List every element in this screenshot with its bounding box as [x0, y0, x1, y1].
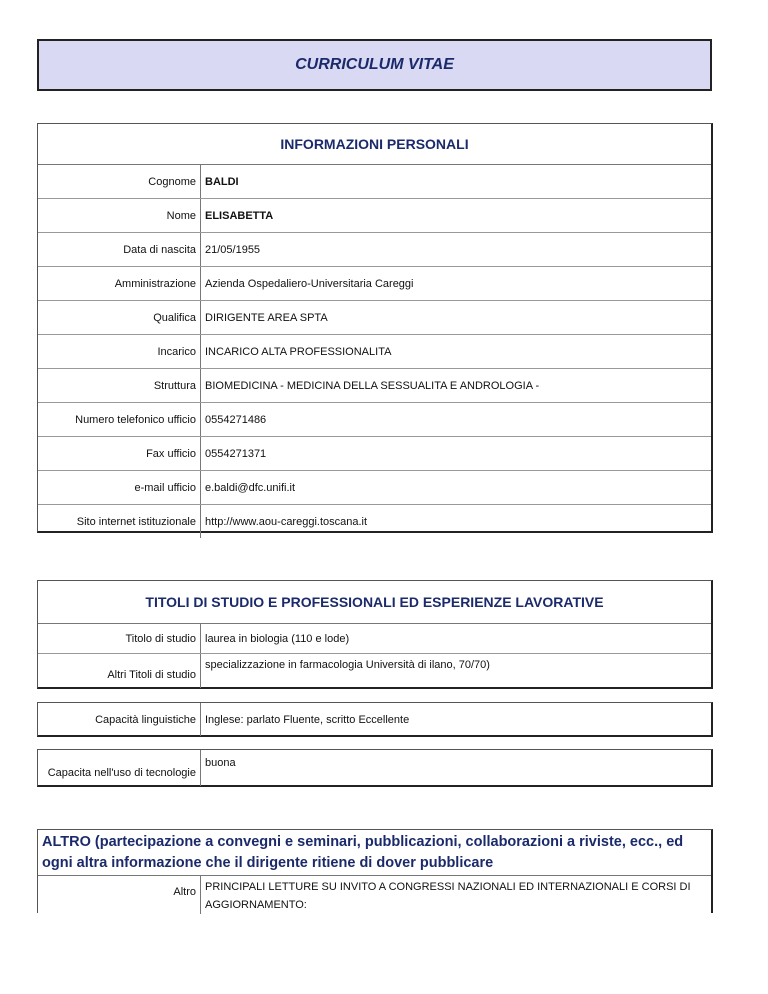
personal-info-value: e.baldi@dfc.unifi.it [205, 481, 296, 494]
personal-info-row [38, 403, 711, 437]
personal-info-section [37, 123, 713, 533]
personal-info-value: Azienda Ospedaliero-Universitaria Careggi [205, 277, 414, 290]
cv-title-box [37, 39, 712, 91]
personal-info-row [38, 233, 711, 267]
personal-info-row [38, 505, 711, 538]
titolo-studio-value: laurea in biologia (110 e lode) [205, 632, 350, 645]
altro-value: PRINCIPALI LETTURE SU INVITO A CONGRESSI NAZIONALI ED INTERNAZIONALI E CORSI DI AGGIORNAMENTO: [205, 881, 691, 911]
personal-info-value: 0554271371 [205, 447, 267, 460]
personal-info-label: Data di nascita [38, 233, 201, 266]
personal-info-heading: INFORMAZIONI PERSONALI [38, 124, 711, 165]
tecnologie-section [37, 749, 713, 787]
tecnologie-value: buona [205, 757, 236, 769]
altro-heading: ALTRO (partecipazione a convegni e seminari, pubblicazioni, collaborazioni a riviste, ecc., ed ogni altra informazione che il dirigente ritiene di dover pubblicare [38, 830, 711, 876]
personal-info-value: 0554271486 [205, 413, 267, 426]
personal-info-label: Struttura [38, 369, 201, 402]
personal-info-value: http://www.aou-careggi.toscana.it [205, 515, 368, 528]
titoli-heading: TITOLI DI STUDIO E PROFESSIONALI ED ESPERIENZE LAVORATIVE [38, 581, 711, 624]
personal-info-label: Sito internet istituzionale [38, 505, 201, 538]
altro-section [37, 829, 713, 913]
personal-info-label: Fax ufficio [38, 437, 201, 470]
personal-info-row [38, 267, 711, 301]
tecnologie-row [38, 750, 711, 786]
cv-title: CURRICULUM VITAE [295, 56, 454, 73]
personal-info-row [38, 335, 711, 369]
altro-row [38, 876, 711, 914]
personal-info-label: Qualifica [38, 301, 201, 334]
personal-info-row [38, 165, 711, 199]
personal-info-row [38, 369, 711, 403]
personal-info-label: Incarico [38, 335, 201, 368]
personal-info-row [38, 199, 711, 233]
altri-titoli-value: specializzazione in farmacologia Università di ilano, 70/70) [205, 659, 490, 671]
personal-info-label: Cognome [38, 165, 201, 198]
titolo-studio-label: Titolo di studio [38, 624, 201, 653]
personal-info-value: BIOMEDICINA - MEDICINA DELLA SESSUALITA E ANDROLOGIA - [205, 379, 540, 392]
personal-info-value: DIRIGENTE AREA SPTA [205, 311, 328, 324]
personal-info-row [38, 301, 711, 335]
lingue-label: Capacità linguistiche [38, 703, 201, 736]
personal-info-label: e-mail ufficio [38, 471, 201, 504]
personal-info-label: Numero telefonico ufficio [38, 403, 201, 436]
personal-info-value: INCARICO ALTA PROFESSIONALITA [205, 345, 392, 358]
personal-info-value: ELISABETTA [205, 209, 274, 222]
titoli-section [37, 580, 713, 689]
tecnologie-label: Capacita nell'uso di tecnologie [38, 750, 201, 786]
personal-info-value: 21/05/1955 [205, 243, 261, 256]
personal-info-label: Nome [38, 199, 201, 232]
personal-info-row [38, 437, 711, 471]
personal-info-value: BALDI [205, 175, 239, 188]
altro-label: Altro [38, 876, 201, 914]
titolo-studio-row [38, 624, 711, 654]
personal-info-row [38, 471, 711, 505]
lingue-value: Inglese: parlato Fluente, scritto Eccellente [205, 713, 410, 726]
altri-titoli-row [38, 654, 711, 688]
lingue-row [38, 703, 711, 736]
personal-info-label: Amministrazione [38, 267, 201, 300]
altri-titoli-label: Altri Titoli di studio [38, 654, 201, 688]
lingue-section [37, 702, 713, 737]
